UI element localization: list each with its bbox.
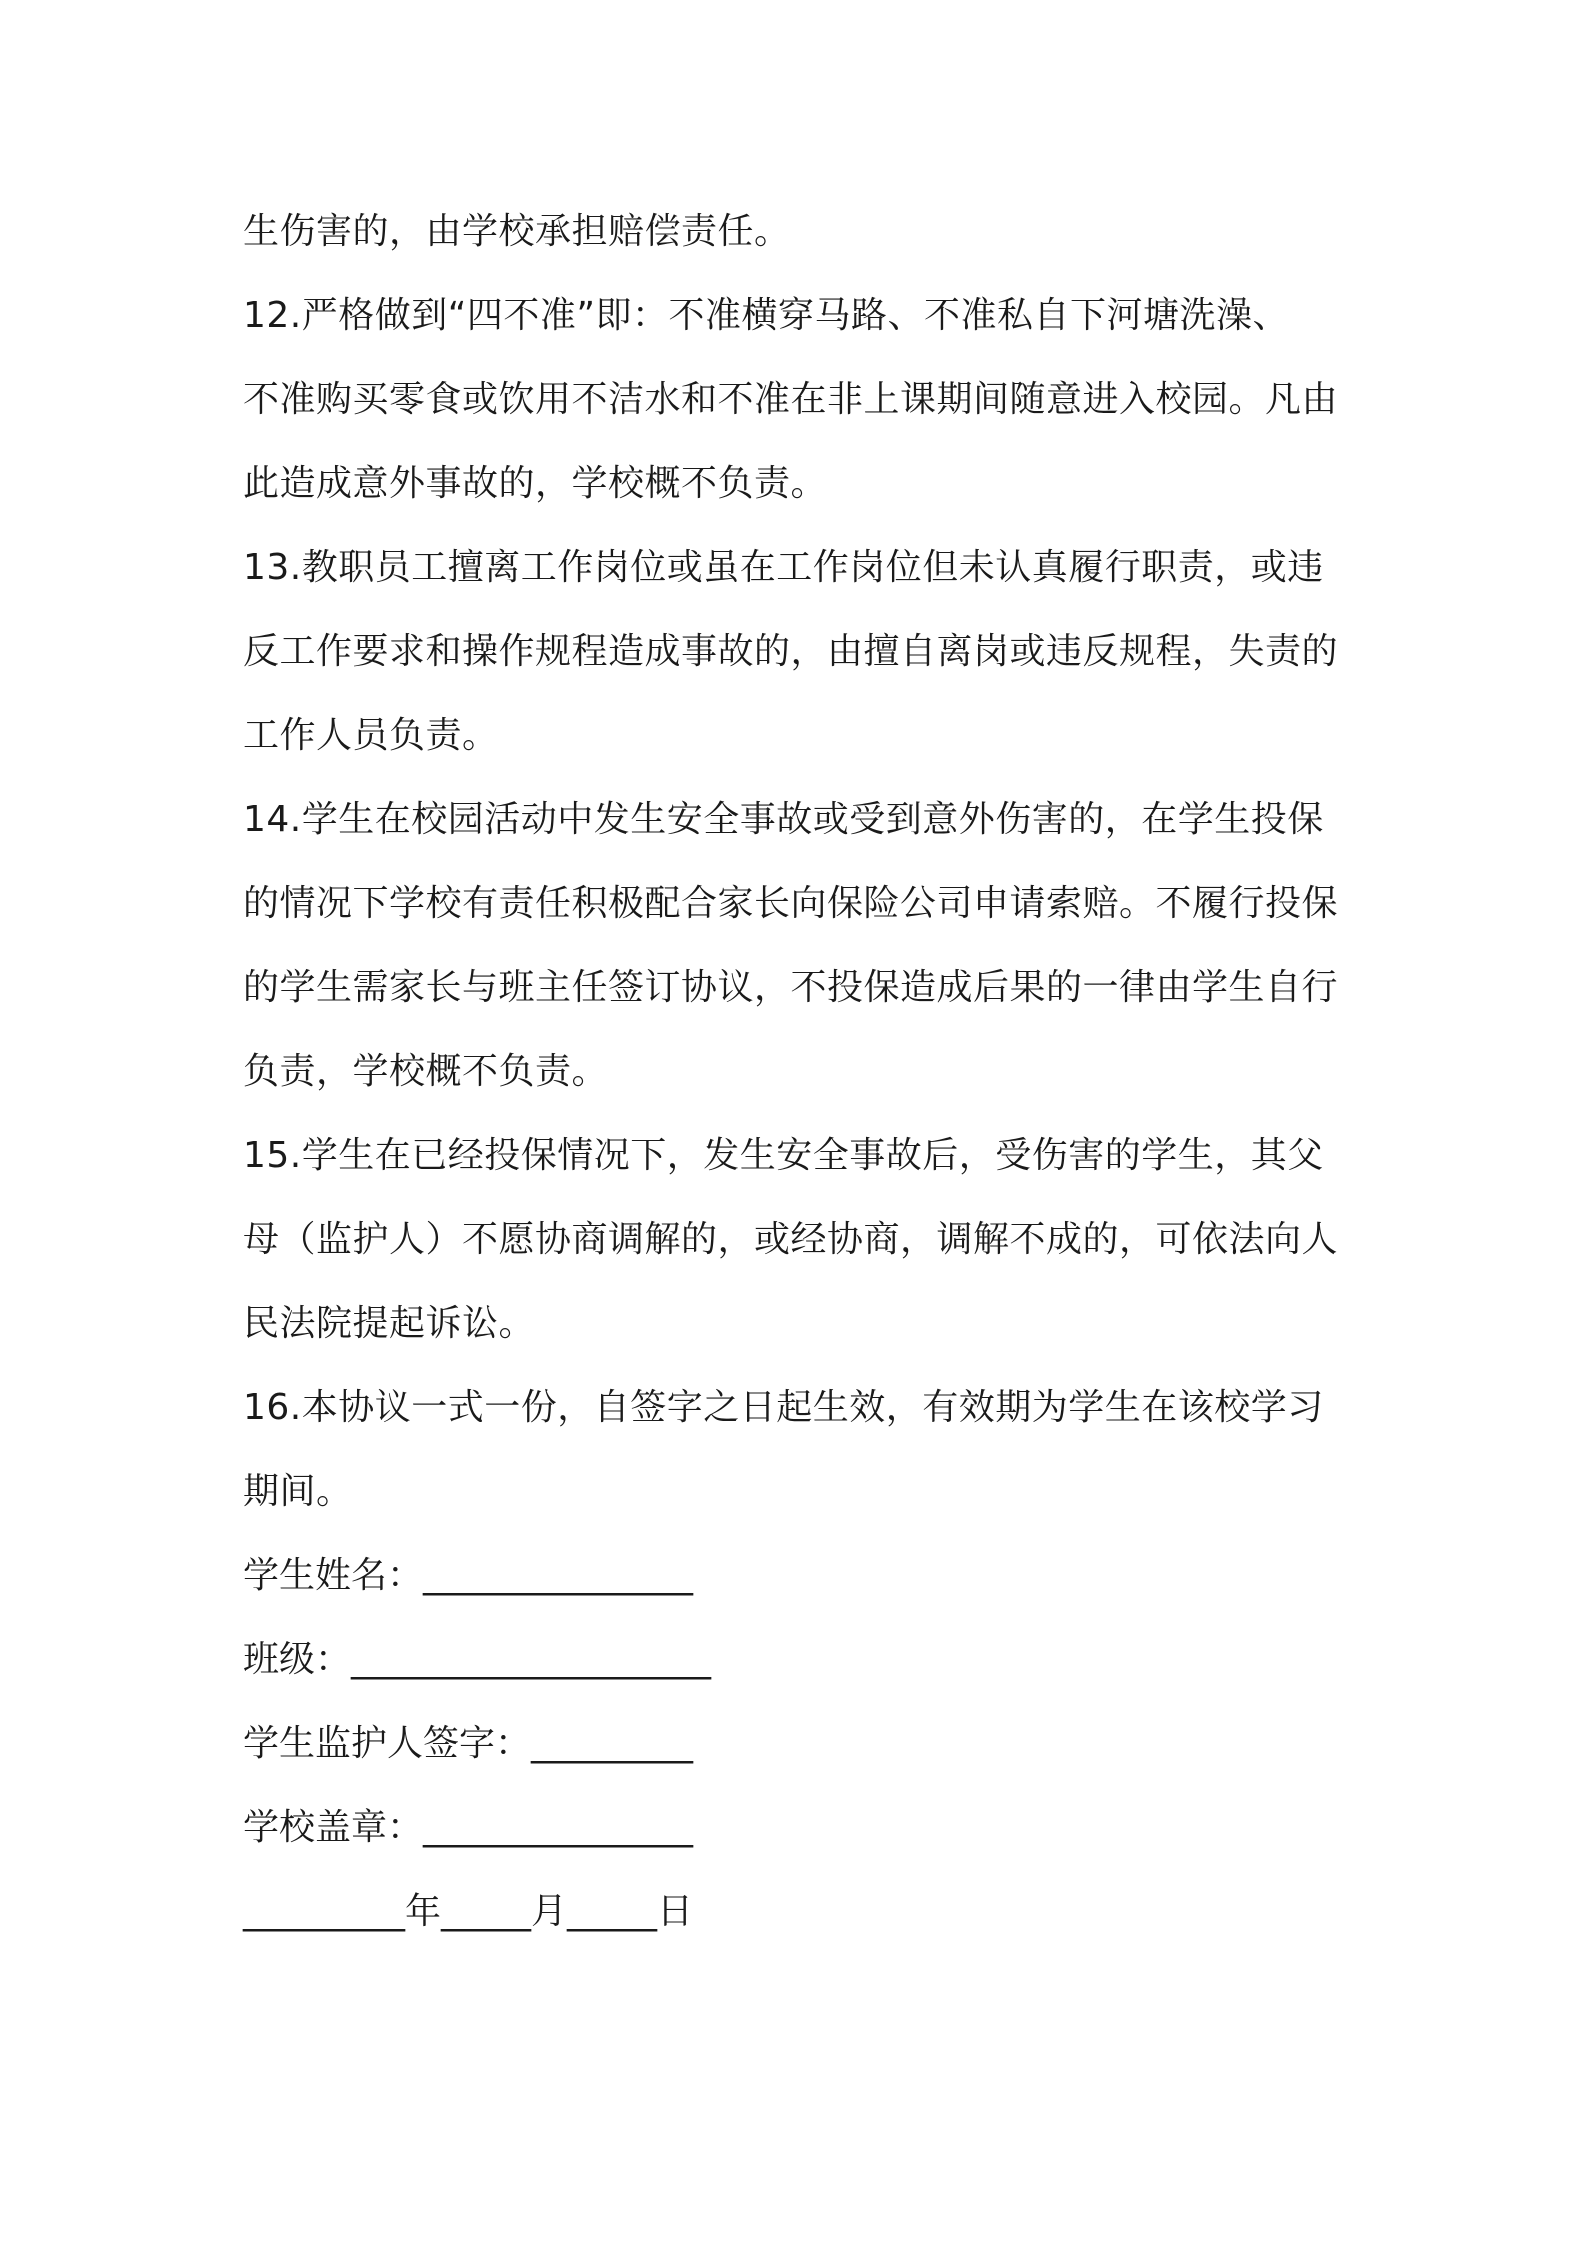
- text-line: 工作人员负责。: [243, 715, 499, 756]
- text-line: 期间。: [243, 1471, 353, 1512]
- clause-12-line: 12.严格做到“四不准”即：不准横穿马路、不准私自下河塘洗澡、: [243, 295, 1290, 336]
- clause-16-line: 16.本协议一式一份，自签字之日起生效，有效期为学生在该校学习: [243, 1387, 1324, 1428]
- text-line: 母（监护人）不愿协商调解的，或经协商，调解不成的，可依法向人: [243, 1219, 1339, 1260]
- text-line: 民法院提起诉讼。: [243, 1303, 536, 1344]
- text-line: 生伤害的，由学校承担赔偿责任。: [243, 211, 791, 252]
- clause-13-line: 13.教职员工擅离工作岗位或虽在工作岗位但未认真履行职责，或违: [243, 547, 1324, 588]
- text-line: 的情况下学校有责任积极配合家长向保险公司申请索赔。不履行投保: [243, 883, 1339, 924]
- date-field: _________年_____月_____日: [243, 1891, 693, 1932]
- text-line: 的学生需家长与班主任签订协议，不投保造成后果的一律由学生自行: [243, 967, 1339, 1008]
- text-line: 负责，学校概不负责。: [243, 1051, 609, 1092]
- school-seal-field: 学校盖章：_______________: [243, 1807, 694, 1848]
- guardian-signature-field: 学生监护人签字：_________: [243, 1723, 694, 1764]
- text-line: 此造成意外事故的，学校概不负责。: [243, 463, 828, 504]
- clause-15-line: 15.学生在已经投保情况下，发生安全事故后，受伤害的学生，其父: [243, 1135, 1324, 1176]
- document-body: [243, 190, 1355, 1954]
- student-name-field: 学生姓名：_______________: [243, 1555, 694, 1596]
- clause-14-line: 14.学生在校园活动中发生安全事故或受到意外伤害的，在学生投保: [243, 799, 1324, 840]
- class-field: 班级：____________________: [243, 1639, 712, 1680]
- text-line: 不准购买零食或饮用不洁水和不准在非上课期间随意进入校园。凡由: [243, 379, 1339, 420]
- text-line: 反工作要求和操作规程造成事故的，由擅自离岗或违反规程，失责的: [243, 631, 1339, 672]
